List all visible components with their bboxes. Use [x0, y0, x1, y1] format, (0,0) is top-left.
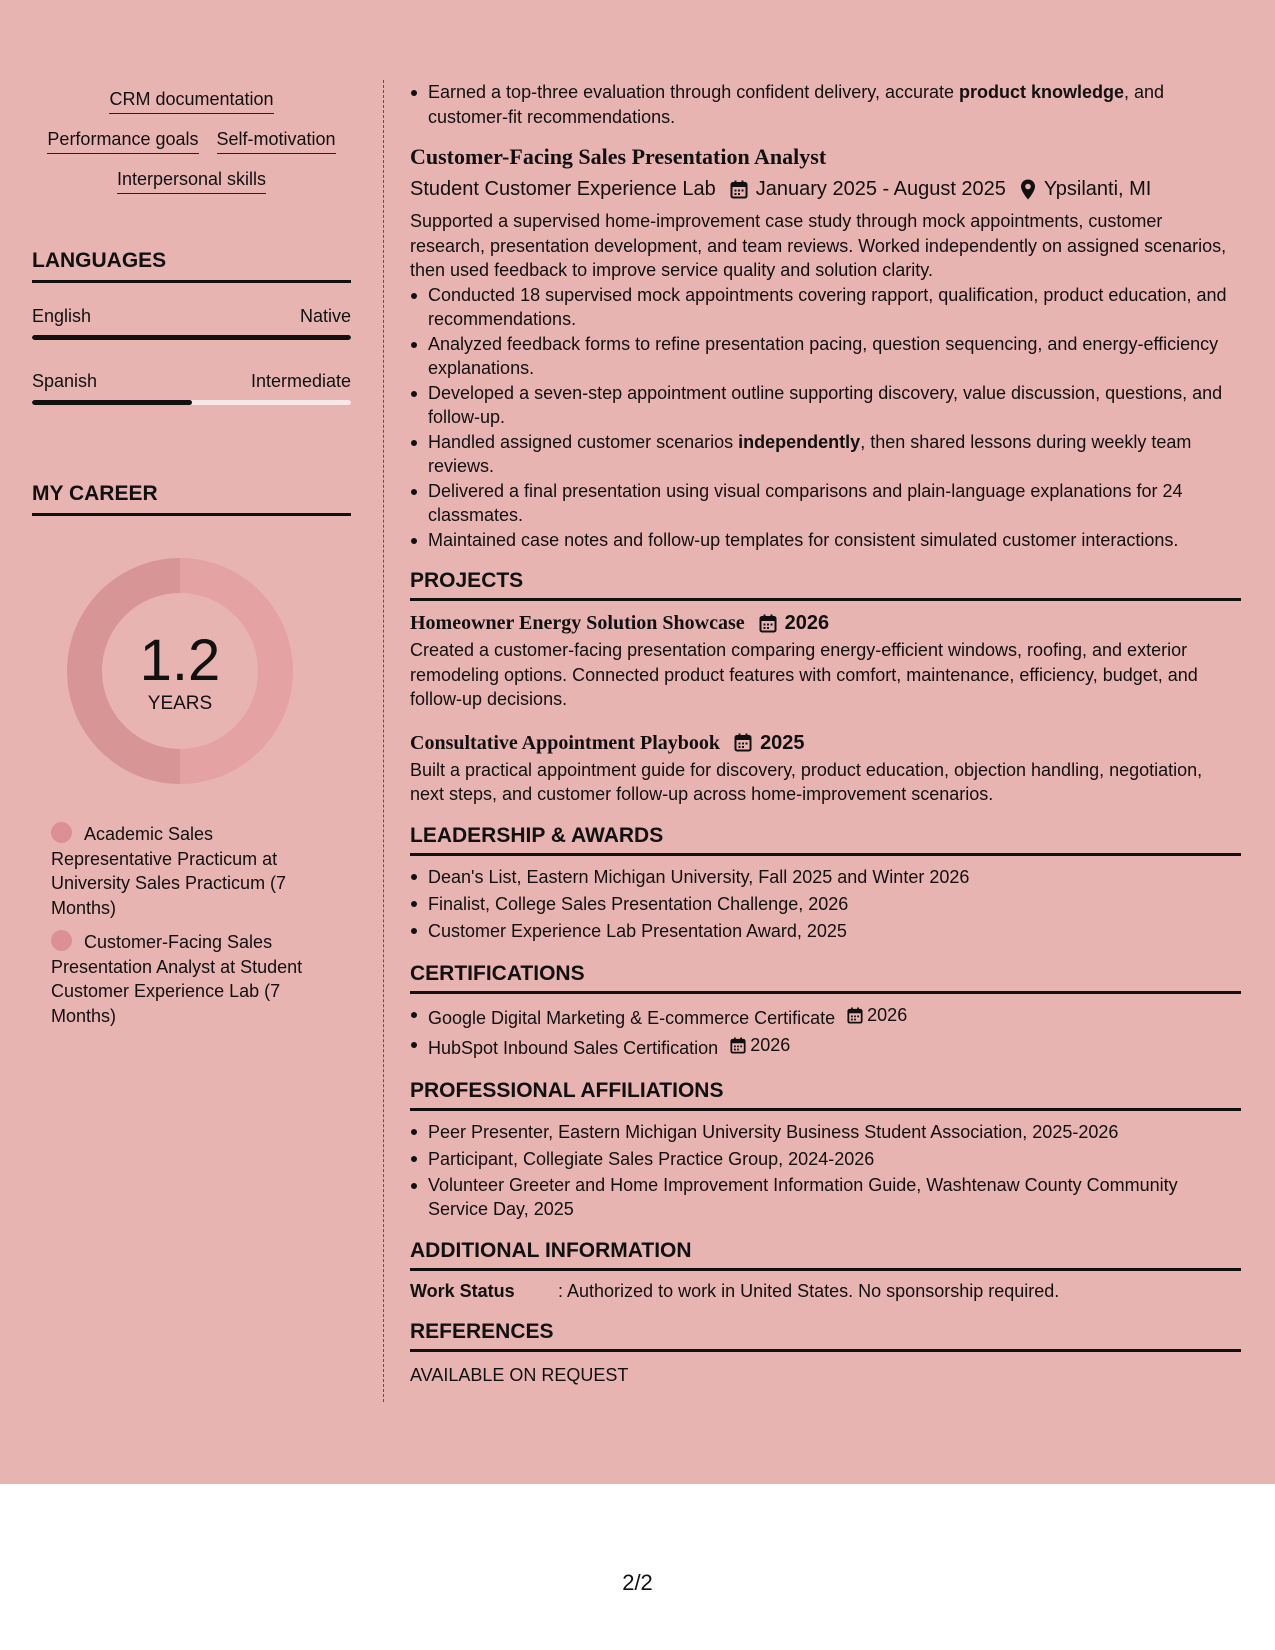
certification-name: Google Digital Marketing & E-commerce Certificate: [428, 1007, 836, 1028]
right-column: [410, 80, 1241, 1388]
language-proficiency-bar: [32, 335, 351, 340]
job-bullet: Developed a seven-step appointment outline supporting discovery, value discussion, questions, and follow-up.: [410, 381, 1241, 430]
project-year: 2025: [760, 731, 805, 754]
job-bullets: [410, 283, 1241, 553]
career-legend: [32, 822, 351, 1028]
work-status-value: : Authorized to work in United States. No sponsorship required.: [558, 1280, 1060, 1301]
certification-year: 2026: [867, 1004, 908, 1025]
job-bullet: Analyzed feedback forms to refine presentation pacing, question sequencing, and energy-efficiency explanations.: [410, 332, 1241, 381]
location-pin-icon: [1020, 179, 1036, 200]
language-proficiency-fill: [32, 335, 351, 340]
project-year: 2026: [784, 612, 830, 634]
certification-year: 2026: [750, 1034, 791, 1055]
award-item: Dean's List, Eastern Michigan University, Fall 2025 and Winter 2026: [410, 864, 1241, 891]
affiliations-heading: PROFESSIONAL AFFILIATIONS: [410, 1078, 1241, 1111]
project-title-row: [410, 730, 1241, 756]
career-legend-label: Customer-Facing Sales Presentation Analyst at Student Customer Experience Lab (7 Months): [51, 932, 303, 1026]
job-description: Supported a supervised home-improvement case study through mock appointments, customer research, presentation development, and team reviews. Worked independently on assigned scenarios, then used feedback to improve service quality and solution clarity.: [410, 211, 1227, 280]
work-status-row: [410, 1279, 1241, 1304]
job-bullet: Maintained case notes and follow-up templates for consistent simulated customer interactions.: [410, 528, 1241, 553]
skill-tag: CRM documentation: [109, 88, 273, 114]
career-legend-item: [51, 930, 321, 1028]
job-bullet: Conducted 18 supervised mock appointments covering rapport, qualification, product education, and recommendations.: [410, 283, 1241, 332]
language-proficiency-fill: [32, 400, 192, 405]
skill-tag: Performance goals: [47, 128, 198, 154]
job-meta: [410, 176, 1241, 202]
language-level: Native: [299, 306, 351, 326]
certifications-heading: CERTIFICATIONS: [410, 961, 1241, 994]
language-level: Intermediate: [250, 371, 351, 391]
career-legend-label: Academic Sales Representative Practicum at University Sales Practicum (7 Months): [51, 824, 287, 918]
affiliations-list: [410, 1119, 1241, 1222]
affiliation-item: Participant, Collegiate Sales Practice Group, 2024-2026: [410, 1146, 1241, 1173]
experience-bullet: Earned a top-three evaluation through confident delivery, accurate product knowledge, and customer-fit recommendations.: [410, 80, 1241, 129]
languages-heading: LANGUAGES: [32, 248, 351, 283]
awards-heading: LEADERSHIP & AWARDS: [410, 823, 1241, 856]
skills-list: [32, 88, 351, 194]
award-item: Customer Experience Lab Presentation Award, 2025: [410, 918, 1241, 945]
job-bullet: Delivered a final presentation using visual comparisons and plain-language explanations for 24 classmates.: [410, 479, 1241, 528]
language-name: Spanish: [32, 371, 98, 391]
affiliation-item: Peer Presenter, Eastern Michigan University Business Student Association, 2025-2026: [410, 1119, 1241, 1146]
language-name: English: [32, 306, 92, 326]
project-description: Created a customer-facing presentation comparing energy-efficient windows, roofing, and exterior remodeling options. Connected product features with comfort, maintenance, efficiency, budget, and follow-up decisions.: [410, 640, 1198, 709]
job-location: Ypsilanti, MI: [1043, 178, 1152, 200]
legend-dot-icon: [51, 930, 72, 951]
calendar-icon: [847, 1007, 863, 1024]
career-legend-item: [51, 822, 321, 920]
references-heading: REFERENCES: [410, 1319, 1241, 1352]
affiliation-item: Volunteer Greeter and Home Improvement Information Guide, Washtenaw County Community Service Day, 2025: [410, 1173, 1241, 1222]
column-divider: [383, 80, 384, 1402]
project-description: Built a practical appointment guide for discovery, product education, objection handling, negotiation, next steps, and customer follow-up across home-improvement scenarios.: [410, 759, 1203, 804]
skill-tag: Self-motivation: [217, 128, 336, 154]
project-title-row: [410, 610, 1241, 636]
career-total-years: 1.2: [139, 628, 221, 693]
projects-heading: PROJECTS: [410, 568, 1241, 601]
certifications-list: [410, 1002, 1241, 1062]
legend-dot-icon: [51, 822, 72, 843]
calendar-icon: [730, 180, 748, 199]
job-company: Student Customer Experience Lab: [410, 178, 716, 200]
project-title: Consultative Appointment Playbook: [410, 731, 721, 754]
project-title: Homeowner Energy Solution Showcase: [410, 612, 745, 634]
career-heading: MY CAREER: [32, 481, 351, 516]
language-item: [32, 305, 351, 340]
language-proficiency-bar: [32, 400, 351, 405]
calendar-icon: [734, 733, 752, 752]
certification-item: [410, 1032, 1241, 1062]
references-text: AVAILABLE ON REQUEST: [410, 1365, 629, 1385]
page-number: 2/2: [622, 1570, 653, 1595]
job-bullet: Handled assigned customer scenarios independently, then shared lessons during weekly team reviews.: [410, 430, 1241, 479]
award-item: Finalist, College Sales Presentation Challenge, 2026: [410, 891, 1241, 918]
experience-carryover-list: [410, 80, 1241, 129]
certification-item: [410, 1002, 1241, 1032]
skill-tag: Interpersonal skills: [117, 168, 266, 194]
job-title: Customer-Facing Sales Presentation Analyst: [410, 144, 827, 169]
certification-name: HubSpot Inbound Sales Certification: [428, 1037, 719, 1058]
awards-list: [410, 864, 1241, 945]
calendar-icon: [730, 1037, 746, 1054]
left-column: [32, 84, 351, 1032]
job-dates: January 2025 - August 2025: [755, 178, 1006, 200]
additional-info-heading: ADDITIONAL INFORMATION: [410, 1238, 1241, 1271]
career-donut-chart: [67, 558, 293, 784]
language-item: [32, 370, 351, 405]
calendar-icon: [759, 614, 777, 633]
career-total-unit: YEARS: [147, 693, 213, 714]
work-status-label: Work Status: [410, 1280, 515, 1301]
